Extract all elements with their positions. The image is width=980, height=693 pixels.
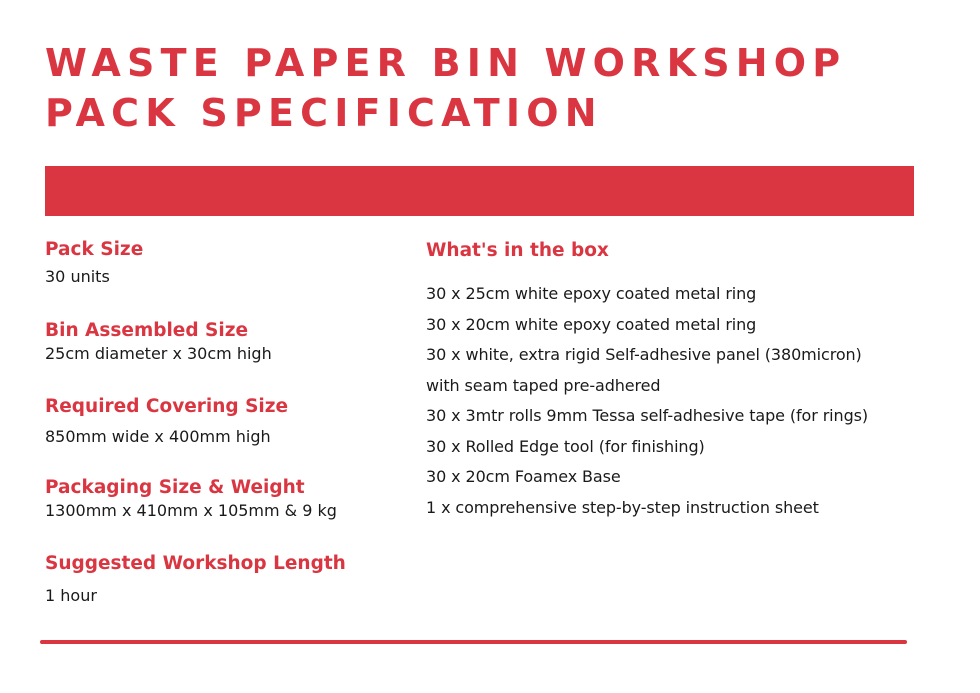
spec-value: 850mm wide x 400mm high (45, 427, 271, 446)
box-contents (426, 238, 956, 517)
spec-label: Suggested Workshop Length (45, 553, 346, 574)
spec-suggested-workshop-length (45, 552, 405, 607)
spec-label: Bin Assembled Size (45, 320, 249, 341)
spec-value: 1300mm x 410mm x 105mm & 9 kg (45, 501, 337, 520)
spec-label: Packaging Size & Weight (45, 477, 305, 498)
spec-label: Pack Size (45, 239, 144, 260)
list-item: 30 x white, extra rigid Self-adhesive panel (380micron) (426, 345, 862, 364)
title-line-2: PACK SPECIFICATION (45, 91, 603, 135)
list-item: 30 x 25cm white epoxy coated metal ring (426, 284, 757, 303)
box-item-list (426, 279, 868, 523)
footer-divider (40, 640, 907, 644)
list-item: 30 x 20cm Foamex Base (426, 467, 621, 486)
spec-label: Required Covering Size (45, 396, 289, 417)
spec-packaging-size-weight (45, 476, 405, 522)
spec-required-covering-size (45, 395, 405, 448)
spec-value: 30 units (45, 267, 110, 286)
list-item: with seam taped pre-adhered (426, 375, 661, 395)
spec-pack-size (45, 238, 405, 288)
list-item: 1 x comprehensive step-by-step instruction sheet (426, 497, 819, 517)
list-item: 30 x 3mtr rolls 9mm Tessa self-adhesive tape (for rings) (426, 406, 869, 425)
box-heading: What's in the box (426, 240, 609, 261)
list-item: 30 x Rolled Edge tool (for finishing) (426, 436, 705, 456)
spec-value: 1 hour (45, 586, 97, 605)
header-band (45, 166, 914, 216)
spec-bin-assembled-size (45, 319, 405, 365)
spec-value: 25cm diameter x 30cm high (45, 344, 272, 363)
title-line-1: WASTE PAPER BIN WORKSHOP (45, 41, 847, 85)
list-item: 30 x 20cm white epoxy coated metal ring (426, 314, 757, 334)
page-title (45, 38, 846, 138)
